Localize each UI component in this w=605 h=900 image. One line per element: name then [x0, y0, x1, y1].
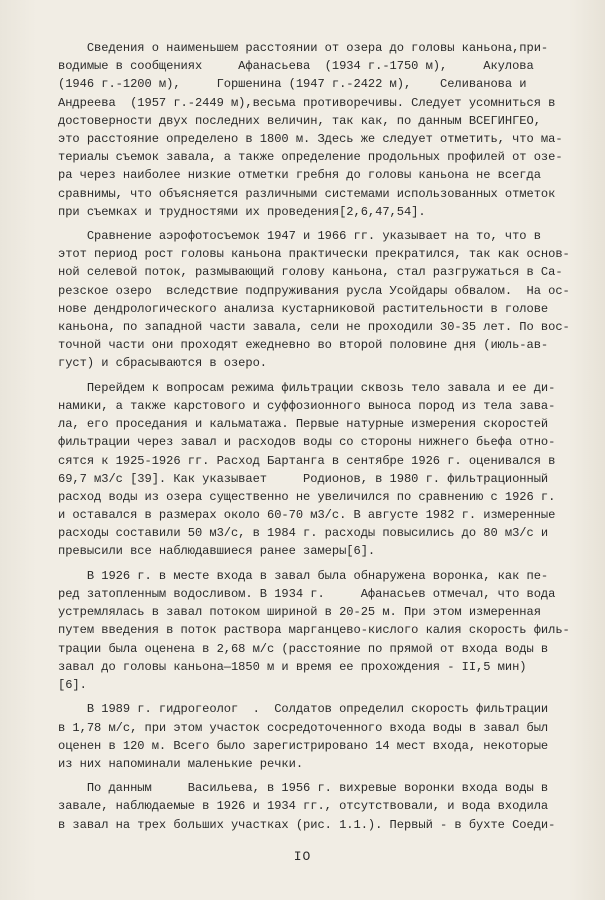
paragraph-5	[58, 700, 562, 773]
paragraph-3	[58, 379, 562, 561]
text-line: достоверности двух последних величин, так как, по данным ВСЕГИНГЕО,	[58, 113, 541, 128]
text-line: [6].	[58, 677, 87, 692]
text-line: ра через наиболее низкие отметки гребня до головы каньона не всегда	[58, 168, 541, 183]
text-line: в завал на трех больших участках (рис. 1.1.). Первый - в бухте Соеди-	[58, 817, 556, 832]
text-line: териалы съемок завала, а также определение продольных профилей от озе-	[58, 150, 563, 165]
text-line: (1946 г.-1200 м), Горшенина (1947 г.-2422 м), Селиванова и	[58, 77, 527, 92]
text-line: густ) и сбрасываются в озеро.	[58, 356, 268, 371]
text-line: трации была оценена в 2,68 м/с (расстояние по прямой от входа воды в	[58, 641, 549, 656]
text-line: намики, а также карстового и суффозионного выноса пород из тела зава-	[58, 398, 556, 413]
text-line: Андреева (1957 г.-2449 м),весьма противоречивы. Следует усомниться в	[58, 95, 556, 110]
text-line: каньона, по западной части завала, сели не проходили 30-35 лет. По вос-	[58, 320, 570, 334]
text-line: В 1989 г. гидрогеолог . Солдатов определил скорость фильтрации	[58, 702, 549, 717]
body-text	[58, 39, 570, 834]
text-line: сравнимы, что объясняется различными системами использованных отметок	[58, 186, 556, 201]
paragraph-1	[58, 39, 562, 221]
text-line: сятся к 1925-1926 гг. Расход Бартанга в сентябре 1926 г. оценивался в	[58, 453, 556, 468]
text-line: и оставался в размерах около 60-70 м3/с. В августе 1982 г. измеренные	[58, 508, 556, 523]
text-line: ной селевой поток, размывающий голову каньона, стал разгружаться в Са-	[58, 265, 563, 280]
text-line: расходы составили 50 м3/с, в 1984 г. расходы повысились до 80 м3/с и	[58, 526, 549, 541]
text-line: нове дендрологического анализа кустарниковой растительности в голове	[58, 301, 549, 316]
text-line: при съемках и трудностями их проведения[2,6,47,54].	[58, 204, 426, 219]
text-line: точной части они проходят ежедневно во второй половине дня (июль-ав-	[58, 338, 549, 353]
text-line: путем введения в поток раствора марганцево-кислого калия скорость филь-	[58, 623, 570, 638]
text-line: резское озеро вследствие подпруживания русла Усойдары обвалом. На ос-	[58, 283, 570, 298]
text-line: ла, его проседания и кальматажа. Первые натурные измерения скоростей	[58, 417, 549, 432]
paragraph-6	[58, 779, 562, 834]
text-line: Сведения о наименьшем расстоянии от озера до головы каньона,при-	[58, 41, 549, 55]
paragraph-4	[58, 567, 570, 694]
text-line: завале, наблюдаемые в 1926 и 1934 гг., отсутствовали, и вода входила	[58, 799, 549, 814]
text-line: оценен в 120 м. Всего было зарегистрировано 14 мест входа, некоторые	[58, 738, 549, 753]
text-line: расход воды из озера существенно не увеличился по сравнению с 1926 г.	[58, 489, 556, 504]
text-line: фильтрации через завал и расходов воды со стороны нижнего бьефа отно-	[58, 435, 556, 450]
text-line: 69,7 м3/с [39]. Как указывает Родионов, в 1980 г. фильтрационный	[58, 471, 549, 486]
text-line: В 1926 г. в месте входа в завал была обнаружена воронка, как пе-	[58, 568, 549, 583]
text-line: устремлялась в завал потоком шириной в 20-25 м. При этом измеренная	[58, 605, 541, 620]
text-line: из них напоминали маленькие речки.	[58, 756, 304, 771]
text-line: По данным Васильева, в 1956 г. вихревые воронки входа воды в	[58, 781, 549, 796]
text-line: завал до головы каньона—1850 м и время ее прохождения - II,5 мин)	[58, 659, 527, 674]
page-number: IO	[293, 849, 312, 864]
text-line: это расстояние определено в 1800 м. Здесь же следует отметить, что ма-	[58, 131, 563, 146]
text-line: в 1,78 м/с, при этом участок сосредоточенного входа воды в завал был	[58, 720, 549, 735]
text-line: водимые в сообщениях Афанасьева (1934 г.-1750 м), Акулова	[58, 59, 534, 74]
text-line: этот период рост головы каньона практически прекратился, так как основ-	[58, 247, 570, 262]
paragraph-2	[58, 227, 570, 373]
text-line: ред затопленным водосливом. В 1934 г. Афанасьев отмечал, что вода	[58, 587, 556, 601]
text-line: Сравнение аэрофотосъемок 1947 и 1966 гг. указывает на то, что в	[58, 229, 541, 244]
text-line: превысили все наблюдавшиеся ранее замеры[6].	[58, 544, 376, 559]
text-line: Перейдем к вопросам режима фильтрации сквозь тело завала и ее ди-	[58, 380, 556, 395]
